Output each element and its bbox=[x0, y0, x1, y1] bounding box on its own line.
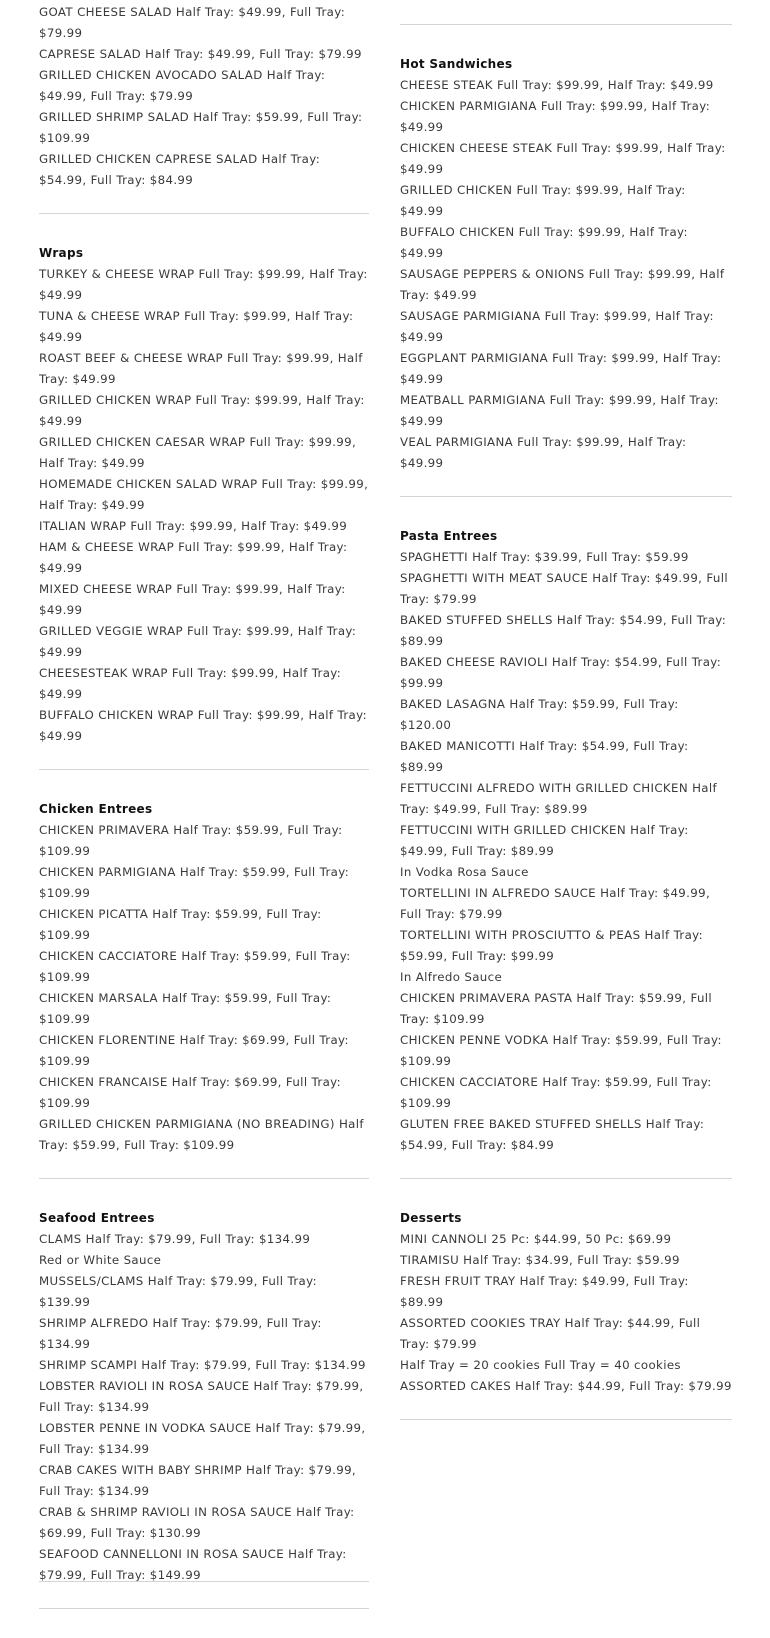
menu-section-wraps bbox=[39, 243, 369, 770]
menu-item: GRILLED CHICKEN PARMIGIANA (NO BREADING) Half Tray: $59.99, Full Tray: $109.99 bbox=[39, 1117, 364, 1152]
section-title: Hot Sandwiches bbox=[400, 57, 513, 71]
menu-item: BAKED STUFFED SHELLS Half Tray: $54.99, Full Tray: $89.99 bbox=[400, 613, 727, 648]
menu-item: HOMEMADE CHICKEN SALAD WRAP Full Tray: $99.99, Half Tray: $49.99 bbox=[39, 477, 369, 512]
menu-item: Half Tray = 20 cookies Full Tray = 40 cookies bbox=[400, 1358, 681, 1372]
menu-item: BAKED LASAGNA Half Tray: $59.99, Full Tray: $120.00 bbox=[400, 697, 679, 732]
section-title: Wraps bbox=[39, 246, 84, 260]
menu-item: BAKED CHEESE RAVIOLI Half Tray: $54.99, Full Tray: $99.99 bbox=[400, 655, 722, 690]
menu-item: MEATBALL PARMIGIANA Full Tray: $99.99, Half Tray: $49.99 bbox=[400, 393, 719, 428]
menu-section-continued bbox=[400, 0, 732, 25]
menu-item: MIXED CHEESE WRAP Full Tray: $99.99, Half Tray: $49.99 bbox=[39, 582, 346, 617]
menu-item: CHICKEN PARMIGIANA Full Tray: $99.99, Half Tray: $49.99 bbox=[400, 99, 711, 134]
menu-item: SAUSAGE PEPPERS & ONIONS Full Tray: $99.99, Half Tray: $49.99 bbox=[400, 267, 725, 302]
menu-item: TORTELLINI IN ALFREDO SAUCE Half Tray: $49.99, Full Tray: $79.99 bbox=[400, 886, 711, 921]
menu-item: GRILLED CHICKEN CAPRESE SALAD Half Tray: $54.99, Full Tray: $84.99 bbox=[39, 152, 321, 187]
section-title: Desserts bbox=[400, 1211, 462, 1225]
menu-item: ROAST BEEF & CHEESE WRAP Full Tray: $99.99, Half Tray: $49.99 bbox=[39, 351, 363, 386]
menu-item: CHEESESTEAK WRAP Full Tray: $99.99, Half Tray: $49.99 bbox=[39, 666, 342, 701]
menu-item: CHICKEN CHEESE STEAK Full Tray: $99.99, Half Tray: $49.99 bbox=[400, 141, 726, 176]
menu-item: FETTUCCINI WITH GRILLED CHICKEN Half Tray: $49.99, Full Tray: $89.99 bbox=[400, 823, 689, 858]
section-title: Pasta Entrees bbox=[400, 529, 498, 543]
menu-item: GRILLED CHICKEN AVOCADO SALAD Half Tray: $49.99, Full Tray: $79.99 bbox=[39, 68, 326, 103]
menu-item: BUFFALO CHICKEN Full Tray: $99.99, Half Tray: $49.99 bbox=[400, 225, 688, 260]
menu-item: MUSSELS/CLAMS Half Tray: $79.99, Full Tray: $139.99 bbox=[39, 1274, 317, 1309]
menu-item: CHICKEN PRIMAVERA Half Tray: $59.99, Full Tray: $109.99 bbox=[39, 823, 343, 858]
menu-item: CHICKEN FLORENTINE Half Tray: $69.99, Full Tray: $109.99 bbox=[39, 1033, 349, 1068]
menu-item: GOAT CHEESE SALAD Half Tray: $49.99, Full Tray: $79.99 bbox=[39, 5, 346, 40]
left-menu-column bbox=[39, 0, 369, 1638]
menu-item: SHRIMP SCAMPI Half Tray: $79.99, Full Tray: $134.99 bbox=[39, 1358, 366, 1372]
menu-item: CHICKEN MARSALA Half Tray: $59.99, Full Tray: $109.99 bbox=[39, 991, 332, 1026]
menu-section-hot-sandwiches bbox=[400, 54, 732, 497]
menu-item: GRILLED SHRIMP SALAD Half Tray: $59.99, Full Tray: $109.99 bbox=[39, 110, 363, 145]
menu-item: BAKED MANICOTTI Half Tray: $54.99, Full Tray: $89.99 bbox=[400, 739, 689, 774]
menu-item: CRAB & SHRIMP RAVIOLI IN ROSA SAUCE Half Tray: $69.99, Full Tray: $130.99 bbox=[39, 1505, 355, 1540]
menu-item: CRAB CAKES WITH BABY SHRIMP Half Tray: $79.99, Full Tray: $134.99 bbox=[39, 1463, 357, 1498]
menu-item: MINI CANNOLI 25 Pc: $44.99, 50 Pc: $69.99 bbox=[400, 1232, 672, 1246]
menu-item: CAPRESE SALAD Half Tray: $49.99, Full Tray: $79.99 bbox=[39, 47, 362, 61]
menu-section-chicken-entrees bbox=[39, 799, 369, 1179]
menu-item: FETTUCCINI ALFREDO WITH GRILLED CHICKEN Half Tray: $49.99, Full Tray: $89.99 bbox=[400, 781, 718, 816]
menu-item: CHICKEN CACCIATORE Half Tray: $59.99, Full Tray: $109.99 bbox=[400, 1075, 712, 1110]
menu-item: CHICKEN PENNE VODKA Half Tray: $59.99, Full Tray: $109.99 bbox=[400, 1033, 722, 1068]
menu-item: HAM & CHEESE WRAP Full Tray: $99.99, Half Tray: $49.99 bbox=[39, 540, 348, 575]
menu-item: GRILLED VEGGIE WRAP Full Tray: $99.99, Half Tray: $49.99 bbox=[39, 624, 357, 659]
menu-item: VEAL PARMIGIANA Full Tray: $99.99, Half Tray: $49.99 bbox=[400, 435, 687, 470]
right-menu-column bbox=[400, 0, 732, 1449]
menu-item: TURKEY & CHEESE WRAP Full Tray: $99.99, Half Tray: $49.99 bbox=[39, 267, 368, 302]
menu-item: GRILLED CHICKEN Full Tray: $99.99, Half Tray: $49.99 bbox=[400, 183, 686, 218]
menu-item: TORTELLINI WITH PROSCIUTTO & PEAS Half Tray: $59.99, Full Tray: $99.99 bbox=[400, 928, 703, 963]
menu-item: ASSORTED CAKES Half Tray: $44.99, Full Tray: $79.99 bbox=[400, 1379, 732, 1393]
menu-item: GLUTEN FREE BAKED STUFFED SHELLS Half Tray: $54.99, Full Tray: $84.99 bbox=[400, 1117, 705, 1152]
menu-item: CHEESE STEAK Full Tray: $99.99, Half Tray: $49.99 bbox=[400, 78, 714, 92]
menu-item: GRILLED CHICKEN WRAP Full Tray: $99.99, Half Tray: $49.99 bbox=[39, 393, 365, 428]
menu-section-seafood-entrees bbox=[39, 1208, 369, 1609]
bottom-divider bbox=[39, 1581, 369, 1582]
menu-item: CHICKEN FRANCAISE Half Tray: $69.99, Full Tray: $109.99 bbox=[39, 1075, 341, 1110]
menu-item: TIRAMISU Half Tray: $34.99, Full Tray: $59.99 bbox=[400, 1253, 680, 1267]
menu-item: LOBSTER RAVIOLI IN ROSA SAUCE Half Tray: $79.99, Full Tray: $134.99 bbox=[39, 1379, 364, 1414]
menu-item: FRESH FRUIT TRAY Half Tray: $49.99, Full Tray: $89.99 bbox=[400, 1274, 689, 1309]
menu-item: CHICKEN PICATTA Half Tray: $59.99, Full Tray: $109.99 bbox=[39, 907, 322, 942]
menu-item: GRILLED CHICKEN CAESAR WRAP Full Tray: $99.99, Half Tray: $49.99 bbox=[39, 435, 357, 470]
menu-item: SHRIMP ALFREDO Half Tray: $79.99, Full Tray: $134.99 bbox=[39, 1316, 322, 1351]
menu-section-continued bbox=[39, 0, 369, 214]
menu-item: TUNA & CHEESE WRAP Full Tray: $99.99, Half Tray: $49.99 bbox=[39, 309, 354, 344]
section-title: Chicken Entrees bbox=[39, 802, 153, 816]
menu-item: CHICKEN CACCIATORE Half Tray: $59.99, Full Tray: $109.99 bbox=[39, 949, 351, 984]
menu-item: ITALIAN WRAP Full Tray: $99.99, Half Tray: $49.99 bbox=[39, 519, 348, 533]
menu-item: SAUSAGE PARMIGIANA Full Tray: $99.99, Half Tray: $49.99 bbox=[400, 309, 714, 344]
menu-item: In Alfredo Sauce bbox=[400, 970, 503, 984]
menu-item: ASSORTED COOKIES TRAY Half Tray: $44.99, Full Tray: $79.99 bbox=[400, 1316, 701, 1351]
menu-item: BUFFALO CHICKEN WRAP Full Tray: $99.99, Half Tray: $49.99 bbox=[39, 708, 367, 743]
section-title: Seafood Entrees bbox=[39, 1211, 155, 1225]
menu-item: CHICKEN PARMIGIANA Half Tray: $59.99, Full Tray: $109.99 bbox=[39, 865, 350, 900]
menu-section-pasta-entrees bbox=[400, 526, 732, 1179]
menu-item: CLAMS Half Tray: $79.99, Full Tray: $134.99 bbox=[39, 1232, 311, 1246]
menu-item: SPAGHETTI Half Tray: $39.99, Full Tray: $59.99 bbox=[400, 550, 689, 564]
menu-item bbox=[400, 0, 732, 2]
menu-item: In Vodka Rosa Sauce bbox=[400, 865, 529, 879]
menu-item: Red or White Sauce bbox=[39, 1253, 162, 1267]
menu-item: EGGPLANT PARMIGIANA Full Tray: $99.99, Half Tray: $49.99 bbox=[400, 351, 722, 386]
menu-item: CHICKEN PRIMAVERA PASTA Half Tray: $59.99, Full Tray: $109.99 bbox=[400, 991, 713, 1026]
menu-item: SEAFOOD CANNELLONI IN ROSA SAUCE Half Tray: $79.99, Full Tray: $149.99 bbox=[39, 1547, 347, 1582]
menu-section-desserts bbox=[400, 1208, 732, 1420]
menu-item: SPAGHETTI WITH MEAT SAUCE Half Tray: $49.99, Full Tray: $79.99 bbox=[400, 571, 728, 606]
menu-item: LOBSTER PENNE IN VODKA SAUCE Half Tray: $79.99, Full Tray: $134.99 bbox=[39, 1421, 366, 1456]
